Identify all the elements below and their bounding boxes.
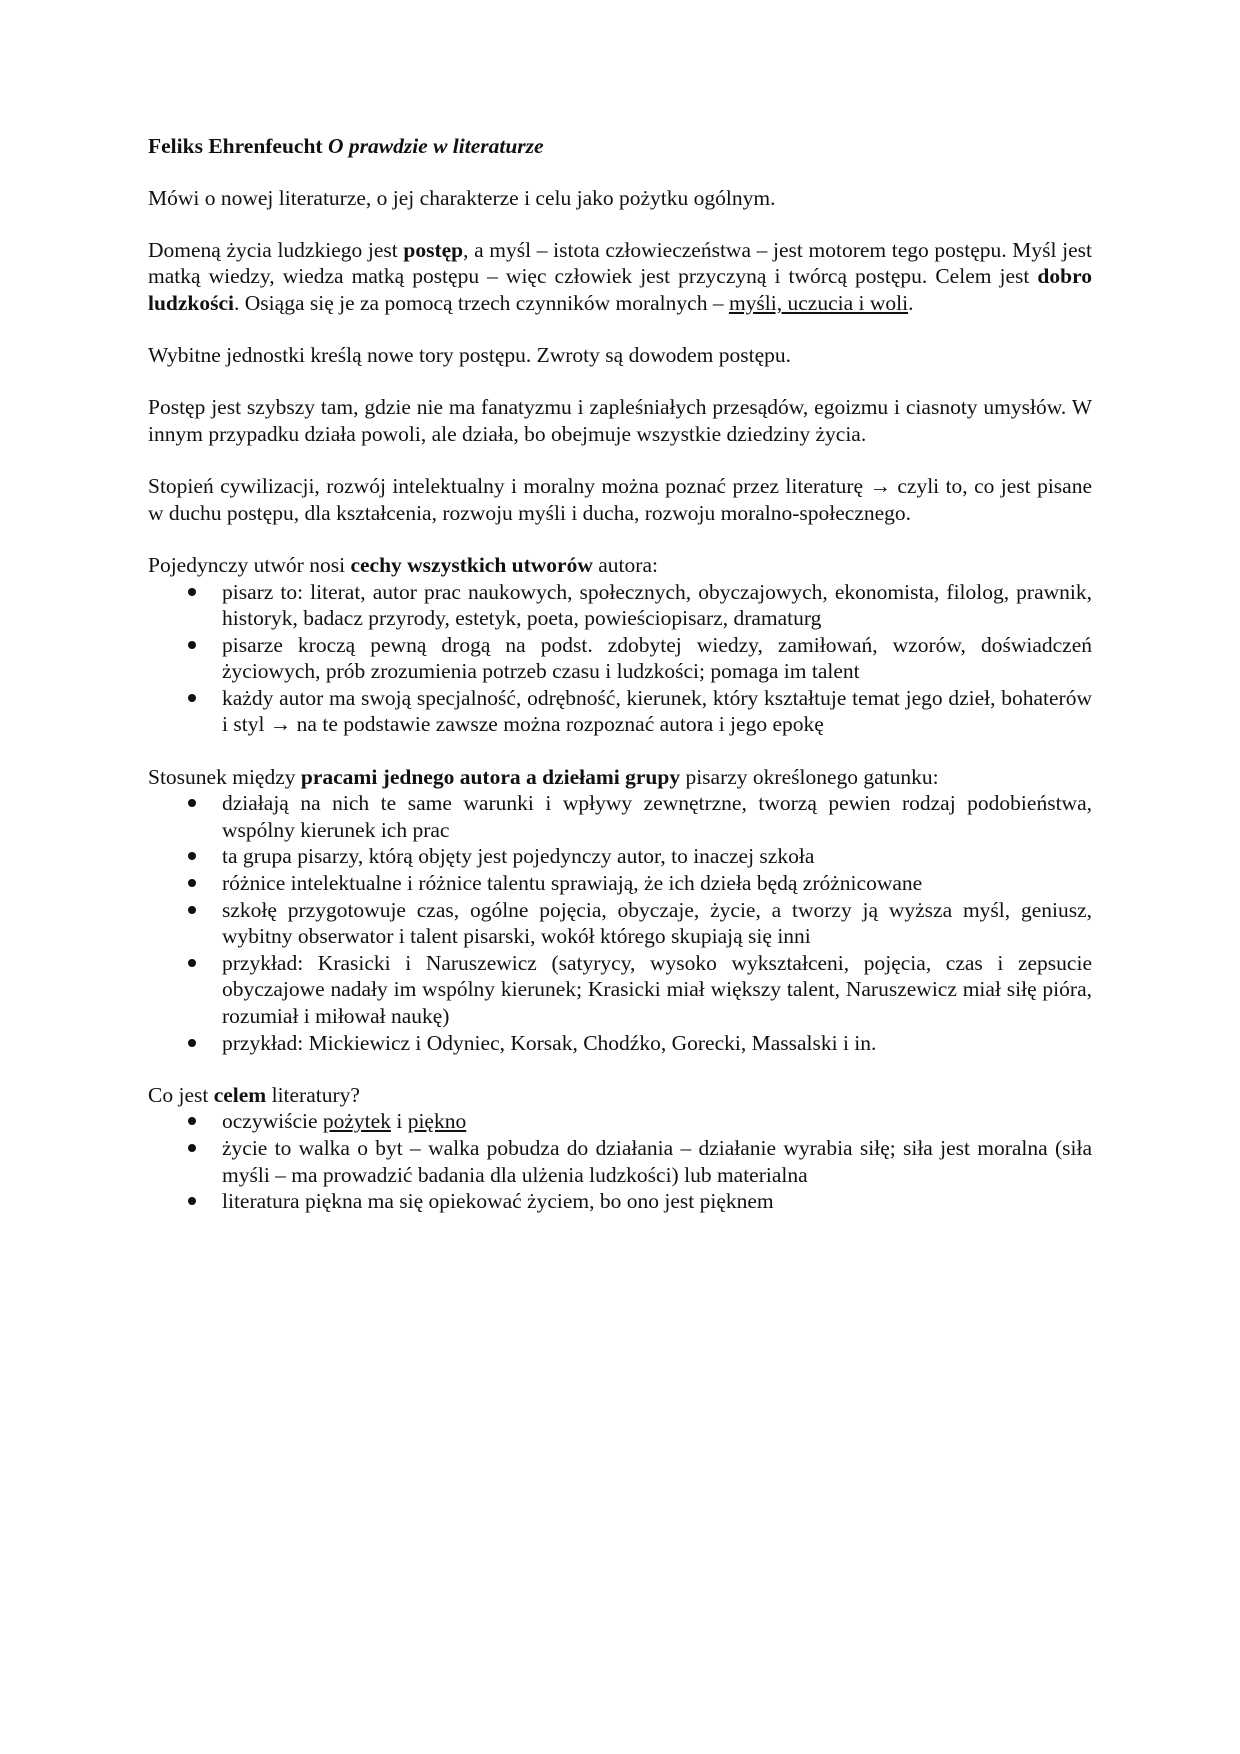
text-run: Pojedynczy utwór nosi [148,552,351,577]
text-run: ta grupa pisarzy, którą objęty jest pojedynczy autor, to inaczej szkoła [222,844,815,869]
text-run: pisarze kroczą pewną drogą na podst. zdobytej wiedzy, zamiłowań, wzorów, doświadczeń życiowych, prób zrozumienia potrzeb czasu i ludzkości; pomaga im talent [222,632,1092,684]
list-item [148,1188,1092,1215]
list-item [148,685,1092,738]
text-run: Stosunek między [148,764,301,789]
bullet-list [148,579,1092,739]
text-run: literatury? [266,1082,360,1107]
list-item [148,1135,1092,1188]
text-run: . Osiąga się je za pomocą trzech czynników moralnych – [234,290,729,315]
text-run: pisarz to: literat, autor prac naukowych, społecznych, obyczajowych, ekonomista, filolog, prawnik, historyk, badacz przyrody, estetyk, poeta, powieściopisarz, dramaturg [222,579,1092,631]
text-run: O prawdzie w literaturze [327,134,544,158]
text-run: Co jest [148,1082,214,1107]
text-run: celem [213,1082,267,1107]
text-run: czyli to, co jest pisane w duchu postępu, dla kształcenia, rozwoju myśli i ducha, rozwoju moralno-społecznego. [148,474,1092,525]
text-run: Feliks Ehrenfeucht [148,134,328,158]
paragraph [148,764,1092,791]
text-run: przykład: Krasicki i Naruszewicz (satyrycy, wysoko wykształceni, pojęcia, czas i zepsucie obyczajowe nadały im wspólny kierunek; Krasicki miał większy talent, Naruszewicz miał siłę pióra, rozumiał i miłował naukę) [222,950,1092,1028]
list-item [148,843,1092,870]
list-item [148,1108,1092,1135]
document-title [148,133,1092,160]
paragraph [148,394,1092,447]
text-run: Wybitne jednostki kreślą nowe tory postępu. Zwroty są dowodem postępu. [148,343,791,368]
document-page [148,133,1092,1240]
text-run: i [390,1109,408,1134]
paragraph [148,185,1092,212]
text-run: na te podstawie zawsze można rozpoznać autora i jego epokę [291,712,824,737]
list-item [148,950,1092,1030]
text-run: każdy autor ma swoją specjalność, odrębność, kierunek, który kształtuje temat jego dzieł, bohaterów i styl [222,685,1092,737]
list-item [148,897,1092,950]
text-run: różnice intelektualne i różnice talentu sprawiają, że ich dzieła będą zróżnicowane [222,871,923,896]
list-item [148,790,1092,843]
text-run: postęp [403,237,464,262]
text-run: literatura piękna ma się opiekować życiem, bo ono jest pięknem [222,1189,774,1214]
text-run: oczywiście [222,1109,323,1134]
paragraph [148,237,1092,317]
text-run: pisarzy określonego gatunku: [680,764,939,789]
arrow-icon: → [269,712,292,737]
arrow-icon: → [869,474,891,499]
paragraph [148,552,1092,579]
text-run: pracami jednego autora a dziełami grupy [300,764,681,789]
paragraph [148,1082,1092,1109]
list-item [148,632,1092,685]
text-run: Domeną życia ludzkiego jest [148,237,404,262]
text-run: Postęp jest szybszy tam, gdzie nie ma fanatyzmu i zapleśniałych przesądów, egoizmu i ciasnoty umysłów. W innym przypadku działa powoli, ale działa, bo obejmuje wszystkie dziedziny życia. [148,395,1092,446]
paragraph [148,342,1092,369]
text-run: , a myśl – istota człowieczeństwa – jest motorem tego postępu. Myśl jest matką wiedzy, wiedza matką postępu – więc człowiek jest przyczyną i twórcą postępu. Celem jest [148,237,1092,289]
text-run: cechy wszystkich utworów [350,552,593,577]
list-item [148,870,1092,897]
text-run: działają na nich te same warunki i wpływy zewnętrzne, tworzą pewien rodzaj podobieństwa, wspólny kierunek ich prac [222,791,1092,842]
text-run: szkołę przygotowuje czas, ogólne pojęcia, obyczaje, życie, a tworzy ją wyższa myśl, geniusz, wybitny obserwator i talent pisarski, wokół którego skupiają się inni [222,897,1092,949]
paragraph [148,473,1092,526]
text-run: życie to walka o byt – walka pobudza do działania – działanie wyrabia siłę; siła jest moralna (siła myśli – ma prowadzić badania dla ulżenia ludzkości) lub materialna [222,1135,1092,1187]
text-run: autora: [592,552,658,577]
text-run: Stopień cywilizacji, rozwój intelektualny i moralny można poznać przez literaturę [148,474,870,499]
text-run: dobro ludzkości [148,264,1092,315]
list-item [148,1030,1092,1057]
text-run: Mówi o nowej literaturze, o jej charakterze i celu jako pożytku ogólnym. [148,185,776,210]
text-run: myśli, uczucia i woli [728,290,909,315]
bullet-list [148,1108,1092,1214]
text-run: . [908,290,914,315]
text-run: przykład: Mickiewicz i Odyniec, Korsak, Chodźko, Gorecki, Massalski i in. [222,1030,877,1055]
list-item [148,579,1092,632]
text-run: pożytek [322,1109,391,1134]
bullet-list [148,790,1092,1056]
text-run: piękno [407,1109,467,1134]
